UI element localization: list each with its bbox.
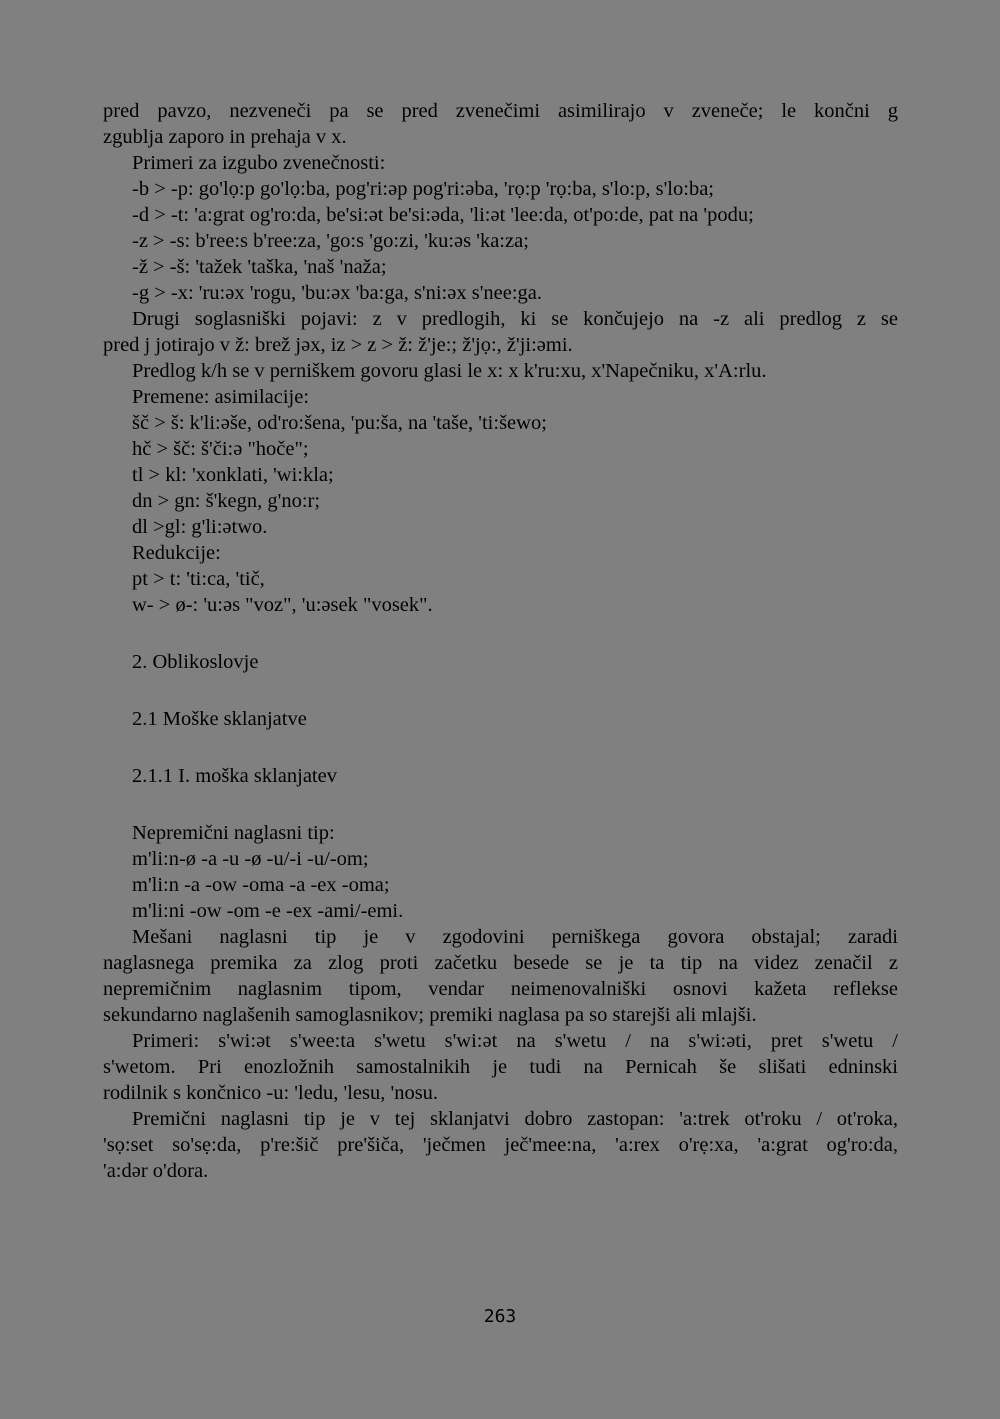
text-line: dl >gl: g'li:ətwo. — [132, 516, 268, 538]
text-line: Primeri: s'wi:ət s'wee:ta s'wetu s'wi:ət na s'wetu / na s'wi:əti, pret s'wetu / — [132, 1030, 898, 1052]
text-line: Predlog k/h se v perniškem govoru glasi le x: x k'ru:xu, x'Napečniku, x'A:rlu. — [132, 360, 767, 382]
text-line: pred j jotirajo v ž: brež jəx, iz > z > ž: ž'je:; ž'jọ:, ž'ji:əmi. — [103, 334, 573, 356]
text-line: 'a:dər o'dora. — [103, 1160, 209, 1182]
text-line: nepremičnim naglasnim tipom, vendar neimenovalniški osnovi kažeta reflekse — [103, 978, 898, 1000]
text-line: pt > t: 'ti:ca, 'tič, — [132, 568, 265, 590]
text-line: Premični naglasni tip je v tej sklanjatvi dobro zastopan: 'a:trek ot'roku / ot'roka, — [132, 1108, 898, 1130]
text-line: -ž > -š: 'tažek 'taška, 'naš 'naža; — [132, 256, 387, 278]
text-line: -d > -t: 'a:grat og'ro:da, be'si:ət be'si:əda, 'li:ət 'lee:da, ot'po:de, pat na 'podu; — [132, 204, 754, 226]
text-line: Mešani naglasni tip je v zgodovini perniškega govora obstajal; zaradi — [132, 926, 898, 948]
text-line: Premene: asimilacije: — [132, 386, 310, 408]
text-line: -z > -s: b'ree:s b'ree:za, 'go:s 'go:zi, 'ku:əs 'ka:za; — [132, 230, 529, 252]
text-line: tl > kl: 'xonklati, 'wi:kla; — [132, 464, 334, 486]
text-line: Primeri za izgubo zvenečnosti: — [132, 152, 386, 174]
text-line: w- > ø-: 'u:əs "voz", 'u:əsek "vosek". — [132, 594, 433, 616]
text-line: pred pavzo, nezveneči pa se pred zvenečimi asimilirajo v zveneče; le končni g — [103, 100, 898, 122]
text-line: šč > š: k'li:əše, od'ro:šena, 'pu:ša, na 'taše, 'ti:šewo; — [132, 412, 547, 434]
paragraph-spacer — [103, 618, 898, 649]
text-line: s'wetom. Pri enozložnih samostalnikih je tudi na Pernicah še slišati edninski — [103, 1056, 898, 1078]
paragraph-spacer — [103, 789, 898, 820]
text-line: naglasnega premika za zlog proti začetku besede se je ta tip na videz zenačil z — [103, 952, 898, 974]
text-line: Redukcije: — [132, 542, 221, 564]
text-line: -b > -p: go'lọ:p go'lọ:ba, pog'ri:əp pog'ri:əba, 'rọ:p 'rọ:ba, s'lo:p, s'lo:ba; — [132, 178, 714, 200]
text-line: m'li:n-ø -a -u -ø -u/-i -u/-om; — [132, 848, 369, 870]
document-page — [103, 98, 898, 1184]
paragraph-spacer — [103, 675, 898, 706]
text-line: -g > -x: 'ru:əx 'rogu, 'bu:əx 'ba:ga, s'ni:əx s'nee:ga. — [132, 282, 543, 304]
text-line: m'li:n -a -ow -oma -a -ex -oma; — [132, 874, 390, 896]
text-line: rodilnik s končnico -u: 'ledu, 'lesu, 'nosu. — [103, 1082, 439, 1104]
text-line: 2.1.1 I. moška sklanjatev — [132, 765, 337, 787]
page-number: 263 — [483, 1306, 517, 1327]
text-line: zgublja zaporo in prehaja v x. — [103, 126, 347, 148]
text-line: 2.1 Moške sklanjatve — [132, 708, 307, 730]
text-line: 'sọ:set so'sẹ:da, p're:šič pre'šiča, 'ječmen ječ'mee:na, 'a:rex o'rẹ:xa, 'a:grat og'ro:da, — [103, 1134, 898, 1156]
text-line: m'li:ni -ow -om -e -ex -ami/-emi. — [132, 900, 404, 922]
text-line: sekundarno naglašenih samoglasnikov; premiki naglasa pa so starejši ali mlajši. — [103, 1004, 757, 1026]
text-line: Drugi soglasniški pojavi: z v predlogih, ki se končujejo na -z ali predlog z se — [132, 308, 898, 330]
text-line: hč > šč: š'či:ə "hoče"; — [132, 438, 309, 460]
text-line: dn > gn: š'kegn, g'no:r; — [132, 490, 321, 512]
text-line: Nepremični naglasni tip: — [132, 822, 335, 844]
paragraph-spacer — [103, 732, 898, 763]
text-line: 2. Oblikoslovje — [132, 651, 259, 673]
